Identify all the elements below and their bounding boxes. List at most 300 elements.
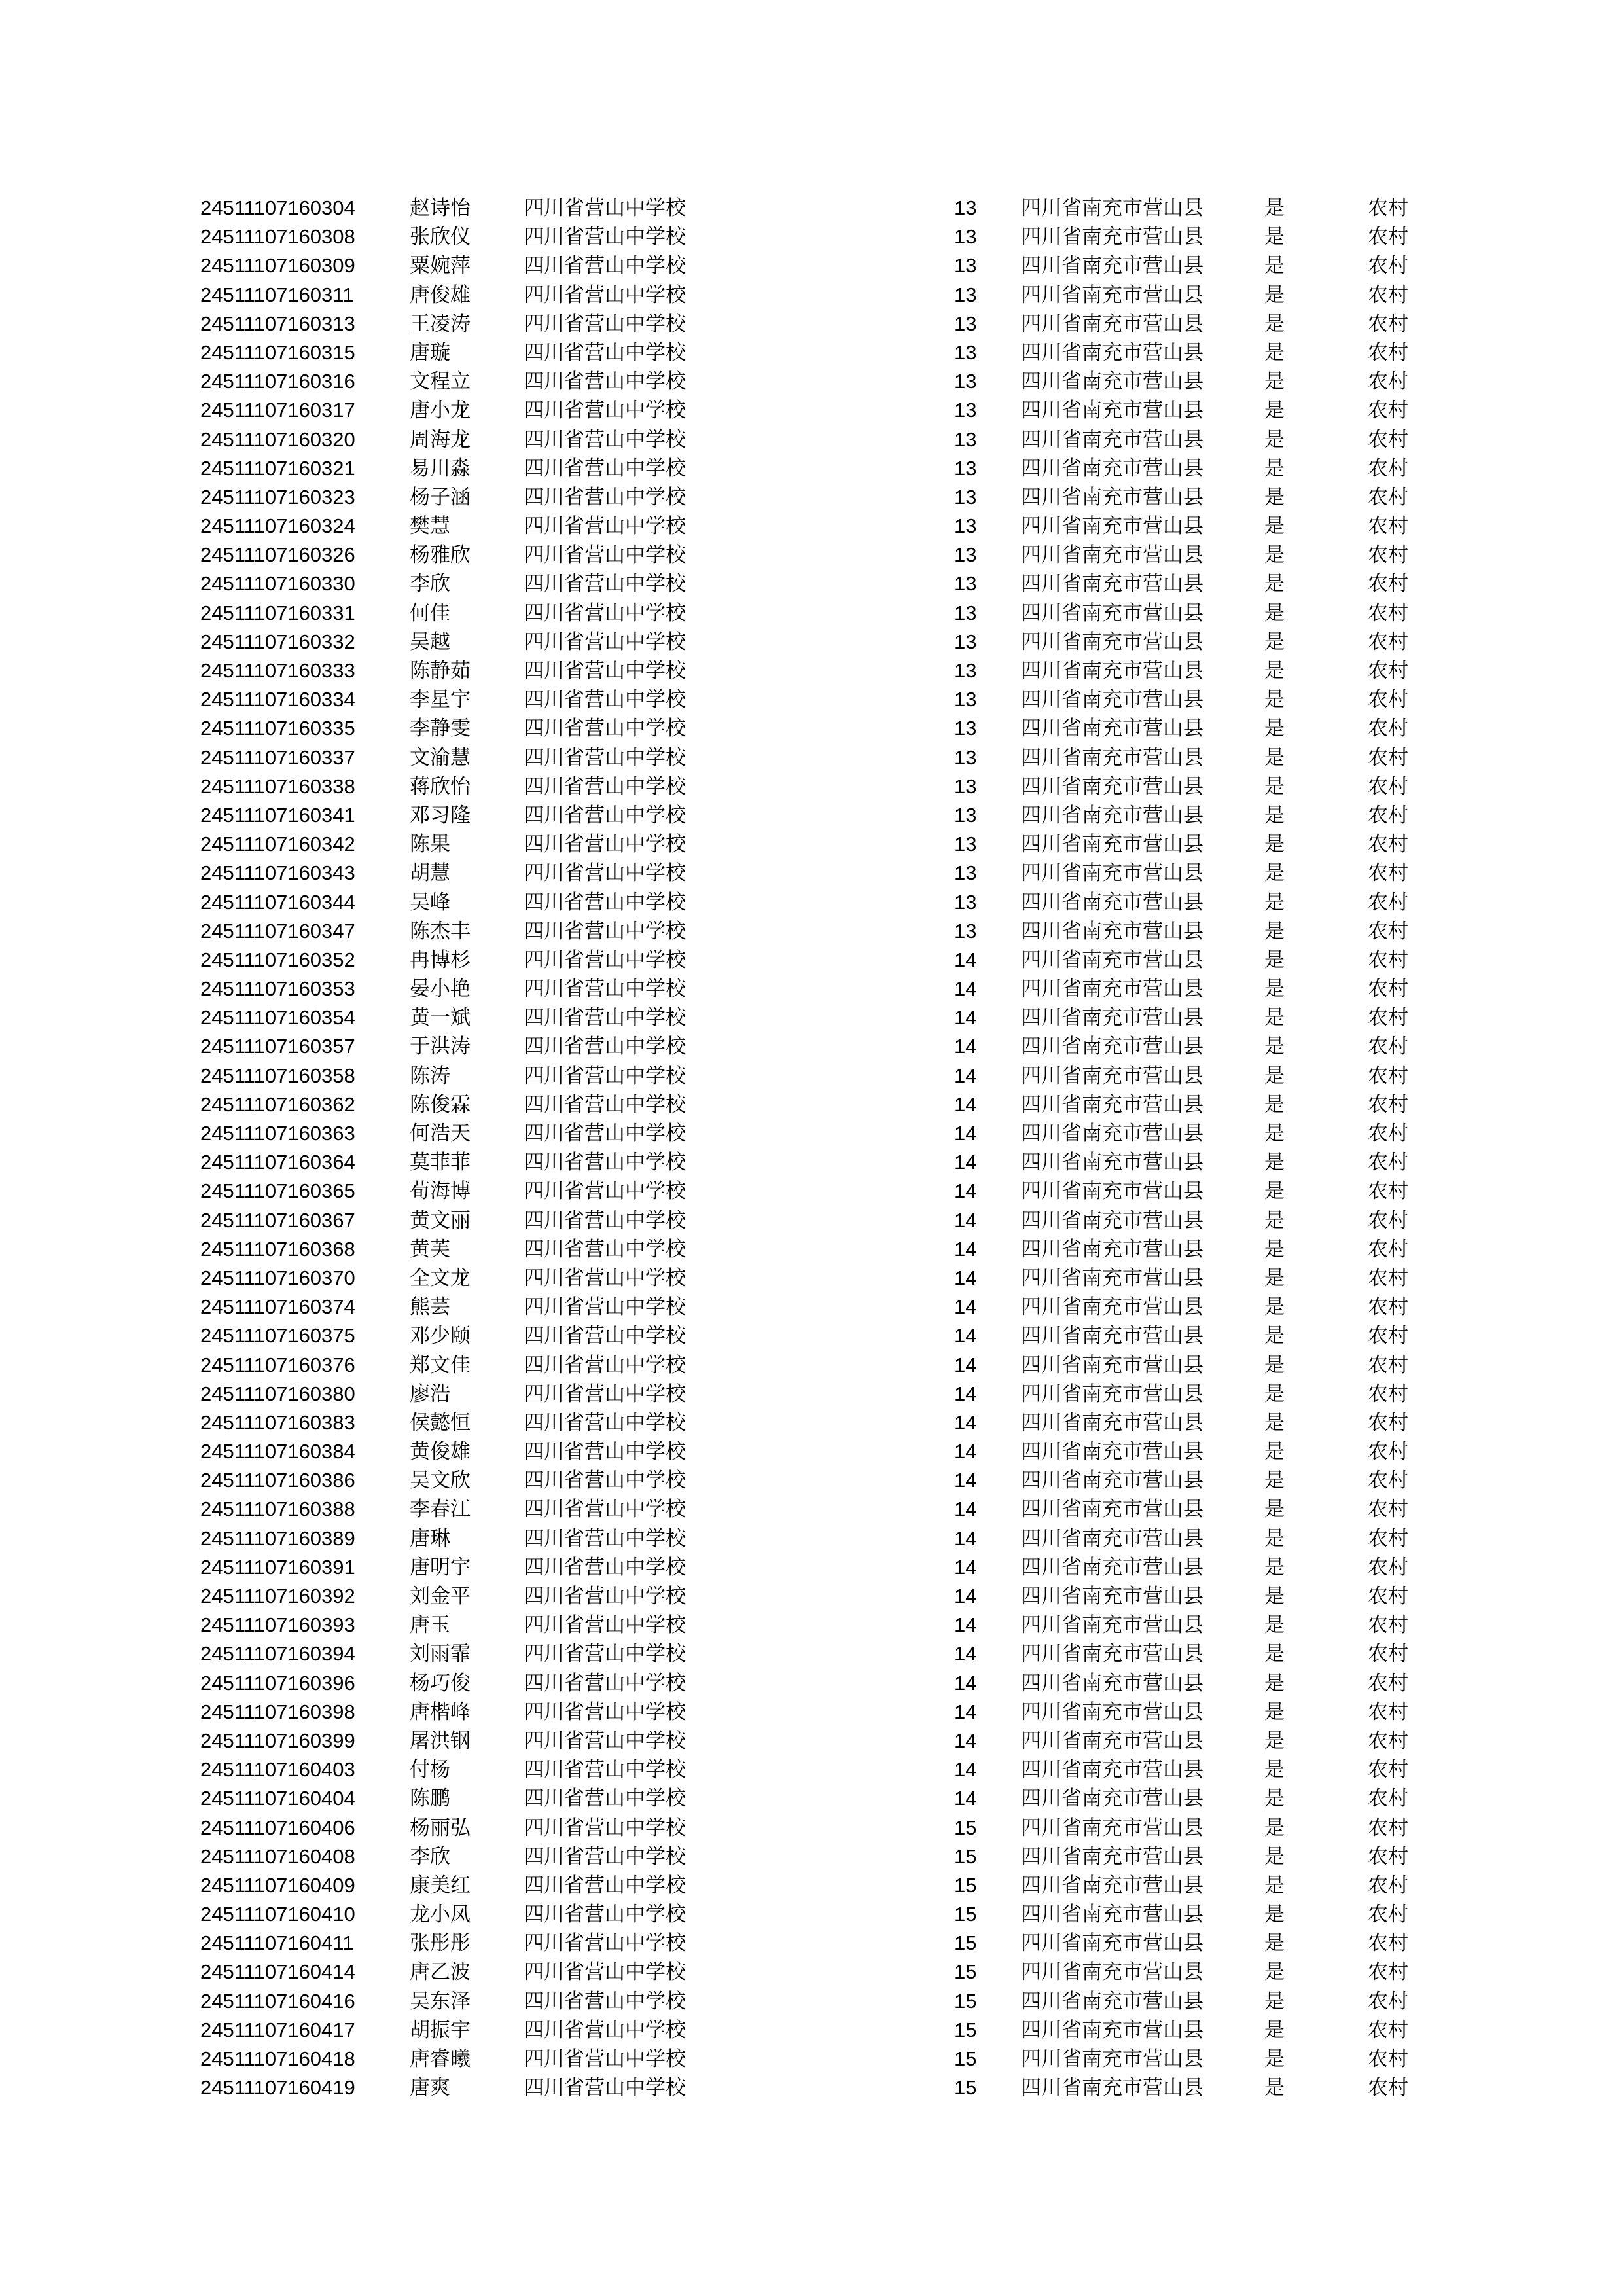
region-cell: 四川省南充市营山县 <box>1021 1237 1204 1261</box>
area-cell: 农村 <box>1368 456 1408 480</box>
student-name-cell: 唐乙波 <box>410 1960 471 1984</box>
table-row <box>0 281 1623 310</box>
student-name-cell: 黄芙 <box>410 1237 450 1261</box>
flag-cell: 是 <box>1264 1266 1285 1290</box>
exam-id-cell: 24511107160414 <box>200 1960 355 1984</box>
region-cell: 四川省南充市营山县 <box>1021 1960 1204 1984</box>
table-row <box>0 454 1623 483</box>
flag-cell: 是 <box>1264 1064 1285 1088</box>
flag-cell: 是 <box>1264 572 1285 596</box>
region-cell: 四川省南充市营山县 <box>1021 1700 1204 1724</box>
table-row <box>0 975 1623 1003</box>
region-cell: 四川省南充市营山县 <box>1021 833 1204 857</box>
flag-cell: 是 <box>1264 1092 1285 1117</box>
grade-cell: 14 <box>954 1324 977 1348</box>
grade-cell: 13 <box>954 225 977 249</box>
table-row <box>0 1293 1623 1321</box>
table-row <box>0 483 1623 512</box>
region-cell: 四川省南充市营山县 <box>1021 1151 1204 1175</box>
region-cell: 四川省南充市营山县 <box>1021 601 1204 625</box>
flag-cell: 是 <box>1264 1873 1285 1897</box>
region-cell: 四川省南充市营山县 <box>1021 774 1204 798</box>
grade-cell: 14 <box>954 1266 977 1289</box>
region-cell: 四川省南充市营山县 <box>1021 1989 1204 2013</box>
exam-id-cell: 24511107160317 <box>200 399 355 422</box>
table-row <box>0 1408 1623 1437</box>
region-cell: 四川省南充市营山县 <box>1021 312 1204 336</box>
table-row <box>0 1553 1623 1582</box>
table-row <box>0 1727 1623 1755</box>
table-row <box>0 1755 1623 1784</box>
exam-id-cell: 24511107160347 <box>200 919 355 942</box>
table-row <box>0 1380 1623 1408</box>
grade-cell: 13 <box>954 688 977 711</box>
grade-cell: 14 <box>954 1295 977 1319</box>
grade-cell: 13 <box>954 572 977 596</box>
grade-cell: 14 <box>954 1555 977 1579</box>
exam-id-cell: 24511107160335 <box>200 717 355 740</box>
flag-cell: 是 <box>1264 1787 1285 1811</box>
exam-id-cell: 24511107160331 <box>200 601 355 624</box>
exam-id-cell: 24511107160332 <box>200 630 355 653</box>
flag-cell: 是 <box>1264 456 1285 480</box>
student-name-cell: 李星宇 <box>410 688 471 712</box>
area-cell: 农村 <box>1368 1353 1408 1377</box>
student-name-cell: 杨子涵 <box>410 485 471 509</box>
student-name-cell: 杨巧俊 <box>410 1671 471 1695</box>
student-name-cell: 康美红 <box>410 1873 471 1897</box>
exam-id-cell: 24511107160341 <box>200 803 355 827</box>
area-cell: 农村 <box>1368 1382 1408 1406</box>
school-cell: 四川省营山中学校 <box>524 572 686 596</box>
student-name-cell: 陈果 <box>410 833 450 857</box>
exam-id-cell: 24511107160367 <box>200 1208 355 1232</box>
school-cell: 四川省营山中学校 <box>524 543 686 567</box>
student-name-cell: 粟婉萍 <box>410 254 471 278</box>
school-cell: 四川省营山中学校 <box>524 1873 686 1897</box>
region-cell: 四川省南充市营山县 <box>1021 1844 1204 1869</box>
region-cell: 四川省南充市营山县 <box>1021 919 1204 943</box>
school-cell: 四川省营山中学校 <box>524 745 686 770</box>
region-cell: 四川省南充市营山县 <box>1021 1410 1204 1435</box>
table-row <box>0 194 1623 223</box>
area-cell: 农村 <box>1368 1526 1408 1551</box>
school-cell: 四川省营山中学校 <box>524 1700 686 1724</box>
area-cell: 农村 <box>1368 1469 1408 1493</box>
table-row <box>0 1148 1623 1177</box>
flag-cell: 是 <box>1264 1382 1285 1406</box>
grade-cell: 13 <box>954 890 977 914</box>
region-cell: 四川省南充市营山县 <box>1021 803 1204 827</box>
exam-id-cell: 24511107160316 <box>200 370 355 393</box>
area-cell: 农村 <box>1368 1642 1408 1666</box>
grade-cell: 14 <box>954 1671 977 1695</box>
student-name-cell: 于洪涛 <box>410 1035 471 1059</box>
flag-cell: 是 <box>1264 1526 1285 1551</box>
exam-id-cell: 24511107160393 <box>200 1613 355 1637</box>
flag-cell: 是 <box>1264 1642 1285 1666</box>
school-cell: 四川省营山中学校 <box>524 919 686 943</box>
table-row <box>0 1032 1623 1061</box>
grade-cell: 14 <box>954 1092 977 1116</box>
area-cell: 农村 <box>1368 1179 1408 1204</box>
area-cell: 农村 <box>1368 1671 1408 1695</box>
student-name-cell: 黄一斌 <box>410 1006 471 1030</box>
table-row <box>0 1524 1623 1553</box>
flag-cell: 是 <box>1264 1498 1285 1522</box>
region-cell: 四川省南充市营山县 <box>1021 1816 1204 1840</box>
exam-id-cell: 24511107160374 <box>200 1295 355 1319</box>
grade-cell: 14 <box>954 1729 977 1752</box>
area-cell: 农村 <box>1368 225 1408 249</box>
exam-id-cell: 24511107160342 <box>200 833 355 856</box>
exam-id-cell: 24511107160311 <box>200 283 354 306</box>
flag-cell: 是 <box>1264 543 1285 567</box>
school-cell: 四川省营山中学校 <box>524 456 686 480</box>
student-name-cell: 陈鹏 <box>410 1787 450 1811</box>
student-name-cell: 文渝慧 <box>410 745 471 770</box>
region-cell: 四川省南充市营山县 <box>1021 1931 1204 1956</box>
flag-cell: 是 <box>1264 1179 1285 1204</box>
school-cell: 四川省营山中学校 <box>524 485 686 509</box>
region-cell: 四川省南充市营山县 <box>1021 630 1204 654</box>
flag-cell: 是 <box>1264 890 1285 914</box>
region-cell: 四川省南充市营山县 <box>1021 1671 1204 1695</box>
grade-cell: 15 <box>954 2076 977 2100</box>
exam-id-cell: 24511107160411 <box>200 1931 354 1955</box>
table-row <box>0 830 1623 859</box>
student-name-cell: 唐玉 <box>410 1613 450 1638</box>
grade-cell: 13 <box>954 745 977 769</box>
flag-cell: 是 <box>1264 659 1285 683</box>
table-row <box>0 1640 1623 1668</box>
flag-cell: 是 <box>1264 1758 1285 1782</box>
table-row <box>0 744 1623 772</box>
area-cell: 农村 <box>1368 1035 1408 1059</box>
area-cell: 农村 <box>1368 948 1408 972</box>
area-cell: 农村 <box>1368 919 1408 943</box>
flag-cell: 是 <box>1264 283 1285 307</box>
area-cell: 农村 <box>1368 601 1408 625</box>
student-name-cell: 蒋欣怡 <box>410 774 471 798</box>
exam-id-cell: 24511107160409 <box>200 1873 355 1897</box>
table-row <box>0 396 1623 425</box>
grade-cell: 13 <box>954 514 977 538</box>
area-cell: 农村 <box>1368 688 1408 712</box>
area-cell: 农村 <box>1368 803 1408 827</box>
flag-cell: 是 <box>1264 861 1285 886</box>
student-name-cell: 莫菲菲 <box>410 1151 471 1175</box>
student-name-cell: 王凌涛 <box>410 312 471 336</box>
table-row <box>0 628 1623 656</box>
exam-id-cell: 24511107160308 <box>200 225 355 249</box>
flag-cell: 是 <box>1264 514 1285 539</box>
grade-cell: 15 <box>954 1903 977 1926</box>
student-name-cell: 唐璇 <box>410 340 450 365</box>
exam-id-cell: 24511107160416 <box>200 1989 355 2013</box>
grade-cell: 14 <box>954 1700 977 1723</box>
table-row <box>0 1958 1623 1986</box>
student-name-cell: 刘金平 <box>410 1585 471 1608</box>
student-name-cell: 邓少颐 <box>410 1324 471 1348</box>
table-row <box>0 946 1623 975</box>
student-name-cell: 唐琳 <box>410 1526 450 1551</box>
student-name-cell: 唐睿曦 <box>410 2047 471 2071</box>
student-name-cell: 张彤彤 <box>410 1931 471 1956</box>
student-name-cell: 杨雅欣 <box>410 543 471 567</box>
flag-cell: 是 <box>1264 977 1285 1001</box>
table-row <box>0 1206 1623 1235</box>
exam-id-cell: 24511107160333 <box>200 659 355 682</box>
school-cell: 四川省营山中学校 <box>524 977 686 1001</box>
region-cell: 四川省南充市营山县 <box>1021 688 1204 712</box>
school-cell: 四川省营山中学校 <box>524 1179 686 1204</box>
exam-id-cell: 24511107160394 <box>200 1642 355 1666</box>
school-cell: 四川省营山中学校 <box>524 833 686 857</box>
school-cell: 四川省营山中学校 <box>524 1758 686 1782</box>
flag-cell: 是 <box>1264 601 1285 625</box>
region-cell: 四川省南充市营山县 <box>1021 399 1204 423</box>
region-cell: 四川省南充市营山县 <box>1021 254 1204 278</box>
table-row <box>0 1495 1623 1524</box>
exam-id-cell: 24511107160363 <box>200 1122 355 1145</box>
area-cell: 农村 <box>1368 1787 1408 1811</box>
student-name-cell: 郑文佳 <box>410 1353 471 1377</box>
school-cell: 四川省营山中学校 <box>524 283 686 307</box>
exam-id-cell: 24511107160399 <box>200 1729 355 1752</box>
grade-cell: 14 <box>954 1064 977 1087</box>
exam-id-cell: 24511107160388 <box>200 1498 355 1521</box>
school-cell: 四川省营山中学校 <box>524 1729 686 1753</box>
flag-cell: 是 <box>1264 1989 1285 2013</box>
area-cell: 农村 <box>1368 630 1408 654</box>
region-cell: 四川省南充市营山县 <box>1021 456 1204 480</box>
area-cell: 农村 <box>1368 1700 1408 1724</box>
exam-id-cell: 24511107160419 <box>200 2076 355 2100</box>
school-cell: 四川省营山中学校 <box>524 312 686 336</box>
grade-cell: 14 <box>954 1122 977 1145</box>
flag-cell: 是 <box>1264 370 1285 394</box>
student-name-cell: 黄文丽 <box>410 1208 471 1232</box>
exam-id-cell: 24511107160343 <box>200 861 355 885</box>
flag-cell: 是 <box>1264 1671 1285 1695</box>
area-cell: 农村 <box>1368 2018 1408 2042</box>
region-cell: 四川省南充市营山县 <box>1021 2047 1204 2071</box>
flag-cell: 是 <box>1264 1585 1285 1608</box>
flag-cell: 是 <box>1264 1844 1285 1869</box>
area-cell: 农村 <box>1368 717 1408 741</box>
school-cell: 四川省营山中学校 <box>524 1469 686 1493</box>
table-row <box>0 569 1623 598</box>
school-cell: 四川省营山中学校 <box>524 370 686 394</box>
school-cell: 四川省营山中学校 <box>524 890 686 914</box>
table-row <box>0 1321 1623 1350</box>
flag-cell: 是 <box>1264 254 1285 278</box>
area-cell: 农村 <box>1368 659 1408 683</box>
table-row <box>0 1264 1623 1293</box>
area-cell: 农村 <box>1368 399 1408 423</box>
school-cell: 四川省营山中学校 <box>524 1237 686 1261</box>
flag-cell: 是 <box>1264 1295 1285 1319</box>
student-name-cell: 李欣 <box>410 1844 450 1869</box>
region-cell: 四川省南充市营山县 <box>1021 1498 1204 1522</box>
school-cell: 四川省营山中学校 <box>524 1208 686 1232</box>
flag-cell: 是 <box>1264 1729 1285 1753</box>
exam-id-cell: 24511107160309 <box>200 254 355 278</box>
exam-id-cell: 24511107160304 <box>200 196 355 219</box>
school-cell: 四川省营山中学校 <box>524 1903 686 1927</box>
area-cell: 农村 <box>1368 370 1408 394</box>
exam-id-cell: 24511107160326 <box>200 543 355 567</box>
grade-cell: 14 <box>954 1237 977 1261</box>
table-row <box>0 801 1623 830</box>
school-cell: 四川省营山中学校 <box>524 2076 686 2100</box>
table-row <box>0 1814 1623 1842</box>
area-cell: 农村 <box>1368 1006 1408 1030</box>
grade-cell: 14 <box>954 948 977 971</box>
flag-cell: 是 <box>1264 312 1285 336</box>
grade-cell: 14 <box>954 1382 977 1405</box>
area-cell: 农村 <box>1368 1266 1408 1290</box>
flag-cell: 是 <box>1264 2076 1285 2100</box>
area-cell: 农村 <box>1368 254 1408 278</box>
area-cell: 农村 <box>1368 861 1408 886</box>
school-cell: 四川省营山中学校 <box>524 659 686 683</box>
region-cell: 四川省南充市营山县 <box>1021 572 1204 596</box>
region-cell: 四川省南充市营山县 <box>1021 1353 1204 1377</box>
region-cell: 四川省南充市营山县 <box>1021 1122 1204 1145</box>
area-cell: 农村 <box>1368 1873 1408 1897</box>
grade-cell: 13 <box>954 774 977 798</box>
grade-cell: 14 <box>954 1469 977 1492</box>
region-cell: 四川省南充市营山县 <box>1021 717 1204 741</box>
area-cell: 农村 <box>1368 2076 1408 2100</box>
grade-cell: 13 <box>954 485 977 509</box>
table-row <box>0 1235 1623 1264</box>
grade-cell: 14 <box>954 1006 977 1030</box>
region-cell: 四川省南充市营山县 <box>1021 1613 1204 1638</box>
grade-cell: 13 <box>954 370 977 393</box>
flag-cell: 是 <box>1264 1903 1285 1927</box>
school-cell: 四川省营山中学校 <box>524 225 686 249</box>
grade-cell: 14 <box>954 1410 977 1434</box>
region-cell: 四川省南充市营山县 <box>1021 1787 1204 1811</box>
exam-id-cell: 24511107160375 <box>200 1324 355 1348</box>
flag-cell: 是 <box>1264 1555 1285 1579</box>
region-cell: 四川省南充市营山县 <box>1021 2018 1204 2042</box>
exam-id-cell: 24511107160337 <box>200 745 355 769</box>
exam-id-cell: 24511107160321 <box>200 456 355 480</box>
student-name-cell: 吴东泽 <box>410 1989 471 2013</box>
school-cell: 四川省营山中学校 <box>524 427 686 452</box>
flag-cell: 是 <box>1264 2047 1285 2071</box>
school-cell: 四川省营山中学校 <box>524 1122 686 1145</box>
table-row <box>0 2073 1623 2102</box>
region-cell: 四川省南充市营山县 <box>1021 1642 1204 1666</box>
flag-cell: 是 <box>1264 1613 1285 1638</box>
exam-id-cell: 24511107160384 <box>200 1440 355 1463</box>
region-cell: 四川省南充市营山县 <box>1021 1179 1204 1204</box>
flag-cell: 是 <box>1264 1208 1285 1232</box>
student-name-cell: 唐小龙 <box>410 399 471 423</box>
student-name-cell: 张欣仪 <box>410 225 471 249</box>
area-cell: 农村 <box>1368 1816 1408 1840</box>
area-cell: 农村 <box>1368 427 1408 452</box>
region-cell: 四川省南充市营山县 <box>1021 948 1204 972</box>
student-name-cell: 吴峰 <box>410 890 450 914</box>
table-row <box>0 714 1623 743</box>
flag-cell: 是 <box>1264 1006 1285 1030</box>
student-name-cell: 付杨 <box>410 1758 450 1782</box>
student-name-cell: 刘雨霏 <box>410 1642 471 1666</box>
grade-cell: 14 <box>954 1613 977 1637</box>
table-row <box>0 599 1623 628</box>
school-cell: 四川省营山中学校 <box>524 1613 686 1638</box>
school-cell: 四川省营山中学校 <box>524 1006 686 1030</box>
school-cell: 四川省营山中学校 <box>524 1410 686 1435</box>
area-cell: 农村 <box>1368 1585 1408 1608</box>
area-cell: 农村 <box>1368 312 1408 336</box>
school-cell: 四川省营山中学校 <box>524 1064 686 1088</box>
area-cell: 农村 <box>1368 1758 1408 1782</box>
region-cell: 四川省南充市营山县 <box>1021 1295 1204 1319</box>
region-cell: 四川省南充市营山县 <box>1021 1526 1204 1551</box>
region-cell: 四川省南充市营山县 <box>1021 1092 1204 1117</box>
region-cell: 四川省南充市营山县 <box>1021 485 1204 509</box>
table-row <box>0 1842 1623 1871</box>
flag-cell: 是 <box>1264 1324 1285 1348</box>
exam-id-cell: 24511107160391 <box>200 1555 355 1579</box>
grade-cell: 14 <box>954 1179 977 1203</box>
school-cell: 四川省营山中学校 <box>524 1960 686 1984</box>
exam-id-cell: 24511107160330 <box>200 572 355 596</box>
area-cell: 农村 <box>1368 196 1408 220</box>
school-cell: 四川省营山中学校 <box>524 948 686 972</box>
flag-cell: 是 <box>1264 803 1285 827</box>
grade-cell: 13 <box>954 861 977 885</box>
school-cell: 四川省营山中学校 <box>524 1440 686 1464</box>
flag-cell: 是 <box>1264 833 1285 857</box>
student-name-cell: 唐俊雄 <box>410 283 471 307</box>
grade-cell: 14 <box>954 1151 977 1174</box>
student-name-cell: 何浩天 <box>410 1122 471 1145</box>
flag-cell: 是 <box>1264 196 1285 220</box>
exam-id-cell: 24511107160313 <box>200 312 355 335</box>
area-cell: 农村 <box>1368 774 1408 798</box>
region-cell: 四川省南充市营山县 <box>1021 1035 1204 1059</box>
table-row <box>0 1987 1623 2016</box>
grade-cell: 15 <box>954 1931 977 1955</box>
student-name-cell: 唐爽 <box>410 2076 450 2100</box>
student-name-cell: 何佳 <box>410 601 450 625</box>
table-row <box>0 1090 1623 1119</box>
flag-cell: 是 <box>1264 1440 1285 1464</box>
exam-id-cell: 24511107160376 <box>200 1353 355 1376</box>
table-row <box>0 251 1623 280</box>
region-cell: 四川省南充市营山县 <box>1021 1324 1204 1348</box>
exam-id-cell: 24511107160362 <box>200 1092 355 1116</box>
region-cell: 四川省南充市营山县 <box>1021 1758 1204 1782</box>
area-cell: 农村 <box>1368 1903 1408 1927</box>
grade-cell: 14 <box>954 1526 977 1550</box>
region-cell: 四川省南充市营山县 <box>1021 1469 1204 1493</box>
region-cell: 四川省南充市营山县 <box>1021 1903 1204 1927</box>
exam-id-cell: 24511107160396 <box>200 1671 355 1695</box>
area-cell: 农村 <box>1368 1729 1408 1753</box>
region-cell: 四川省南充市营山县 <box>1021 196 1204 220</box>
grade-cell: 14 <box>954 1758 977 1782</box>
school-cell: 四川省营山中学校 <box>524 1787 686 1811</box>
